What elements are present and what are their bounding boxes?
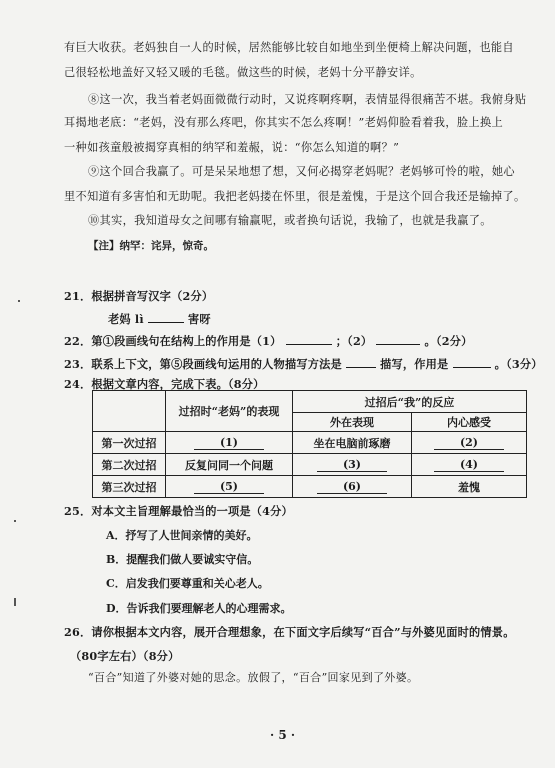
cell: 羞愧: [412, 476, 527, 498]
question-26-word-limit: （80字左右）（8分）: [70, 649, 180, 663]
question-26: 26．请你根据本文内容，展开合理想象，在下面文字后续写“百合”与外婆见面时的情景。: [64, 625, 515, 639]
vocabulary-note: 【注】纳罕：诧异，惊奇。: [88, 240, 214, 252]
answer-blank[interactable]: [453, 356, 491, 368]
question-22-part-c: 。（2分）: [424, 334, 473, 348]
paragraph-8-line: 耳揭地老底：“老妈，没有那么疼吧，你其实不怎么疼啊！”老妈仰脸看着我，脸上换上: [64, 116, 504, 129]
table-row: [93, 454, 527, 476]
question-21-suffix: 害呀: [188, 312, 211, 326]
cell: 坐在电脑前琢磨: [293, 432, 412, 454]
question-21-sub: [108, 311, 211, 327]
question-21: 21．根据拼音写汉字（2分）: [64, 289, 214, 303]
answer-blank[interactable]: [286, 333, 332, 345]
table-header-mom: 过招时“老妈”的表现: [166, 391, 293, 432]
row-label: 第一次过招: [93, 432, 166, 454]
option-b[interactable]: B．提醒我们做人要诚实守信。: [106, 553, 259, 566]
cell[interactable]: (2): [412, 432, 527, 454]
table-row: [93, 476, 527, 498]
page-number: · 5 ·: [270, 728, 296, 742]
answer-blank[interactable]: [346, 356, 376, 368]
question-22-part-a: 22．第①段画线句在结构上的作用是（1）: [64, 334, 282, 348]
option-d[interactable]: D．告诉我们要理解老人的心理需求。: [106, 602, 292, 615]
scan-mark: [14, 598, 16, 606]
question-22: [64, 333, 472, 349]
question-24: 24．根据文章内容，完成下表。（8分）: [64, 377, 265, 391]
cell[interactable]: (4): [412, 454, 527, 476]
table-row: [93, 432, 527, 454]
question-22-part-b: ；（2）: [335, 334, 373, 348]
passage-line: 有巨大收获。老妈独自一人的时候，居然能够比较自如地坐到坐便椅上解决问题，也能自: [64, 41, 514, 54]
question-25: 25．对本文主旨理解最恰当的一项是（4分）: [64, 504, 293, 518]
row-label: 第三次过招: [93, 476, 166, 498]
question-23-part-b: 描写，作用是: [380, 357, 449, 371]
question-23-part-a: 23．联系上下文，第⑤段画线句运用的人物描写方法是: [64, 357, 342, 371]
cell[interactable]: (3): [293, 454, 412, 476]
option-c[interactable]: C．启发我们要尊重和关心老人。: [106, 577, 269, 590]
table-header-outer: 外在表现: [293, 413, 412, 432]
paragraph-9-line: ⑨这个回合我赢了。可是呆呆地想了想，又何必揭穿老妈呢？老妈够可怜的啦，她心: [88, 165, 515, 178]
option-a[interactable]: A．抒写了人世间亲情的美好。: [106, 529, 258, 542]
cell[interactable]: (1): [166, 432, 293, 454]
answer-table: [92, 390, 527, 498]
answer-blank[interactable]: [376, 333, 420, 345]
answer-blank[interactable]: [148, 311, 184, 323]
row-label: 第二次过招: [93, 454, 166, 476]
scan-mark: [14, 520, 16, 522]
scan-mark: [18, 300, 20, 302]
cell[interactable]: (6): [293, 476, 412, 498]
paragraph-8-line: ⑧这一次，我当着老妈面微微行动时，又说疼啊疼啊，表情显得很痛苦不堪。我俯身贴: [88, 93, 527, 106]
passage-line: 己很轻松地盖好又轻又暖的毛毯。做这些的时候，老妈十分平静安详。: [64, 66, 422, 79]
paragraph-9-line: 里不知道有多害怕和无助呢。我把老妈搂在怀里，很是羞愧，于是这个回合我还是输掉了。: [64, 190, 526, 203]
table-header-inner: 内心感受: [412, 413, 527, 432]
question-21-prefix: 老妈 lì: [108, 312, 144, 326]
table-header-group: 过招后“我”的反应: [293, 391, 527, 413]
paragraph-10-line: ⑩其实，我知道母女之间哪有输赢呢，或者换句话说，我输了，也就是我赢了。: [88, 214, 492, 227]
paragraph-8-line: 一种如孩童般被揭穿真相的纳罕和羞赧，说：“你怎么知道的啊？”: [64, 141, 400, 154]
question-23-part-c: 。（3分）: [494, 357, 543, 371]
question-23: [64, 356, 543, 372]
question-26-prompt: “百合”知道了外婆对她的思念。放假了，“百合”回家见到了外婆。: [88, 671, 419, 684]
table-corner: [93, 391, 166, 432]
cell[interactable]: (5): [166, 476, 293, 498]
cell: 反复问同一个问题: [166, 454, 293, 476]
